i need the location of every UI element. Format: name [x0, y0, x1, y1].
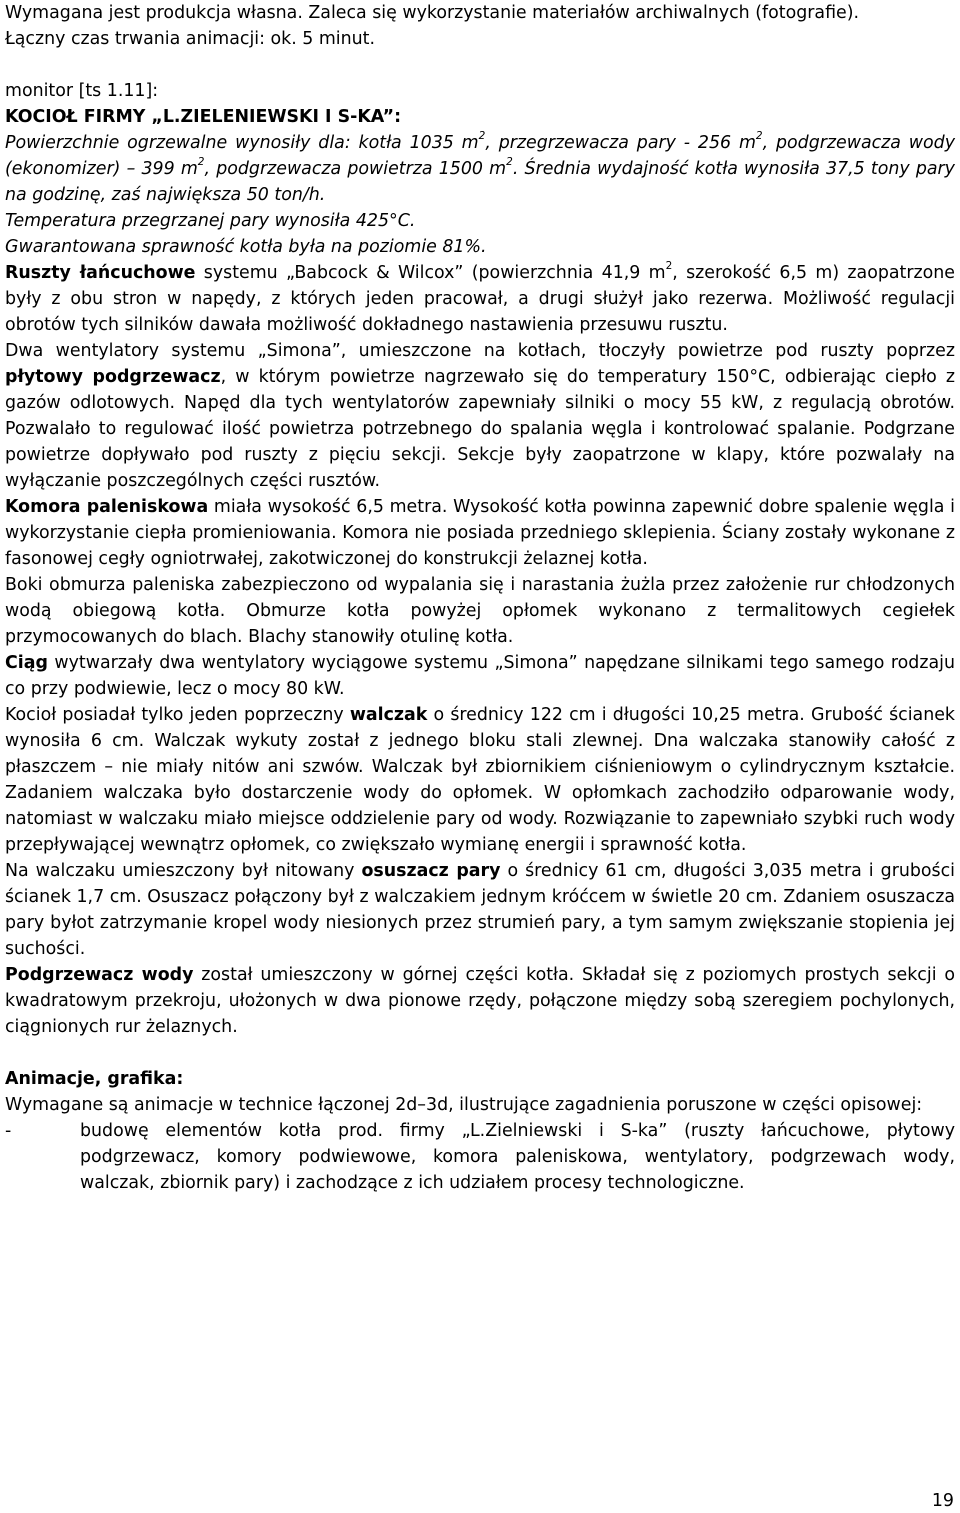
bold-term: Ruszty łańcuchowe [5, 263, 196, 283]
text-span: Kocioł posiadał tylko jeden poprzeczny [5, 705, 350, 725]
bold-term: Ciąg [5, 653, 48, 673]
podgrzewacz-paragraph [5, 962, 955, 1040]
intro-line-1: Wymagana jest produkcja własna. Zaleca się wykorzystanie materiałów archiwalnych (fotografie). [5, 3, 860, 23]
text-span: , podgrzewacza powietrza 1500 m [204, 159, 507, 179]
list-item-text: budowę elementów kotła prod. firmy „L.Zielniewski i S-ka” (ruszty łańcuchowe, płytowy podgrzewacz, komory podwiewowe, komora paleniskowa, wentylatory, podgrzewach wody, walczak, zbiornik pary) i zachodzące z ich udziałem procesy technologiczne. [80, 1121, 955, 1193]
wentylatory-paragraph [5, 338, 955, 494]
page-number: 19 [931, 1491, 954, 1511]
bold-term: Komora paleniskowa [5, 497, 209, 517]
intro-line-2: Łączny czas trwania animacji: ok. 5 minut. [5, 29, 376, 49]
text-span: o średnicy 61 cm, długości 3,035 metra i grubości ścianek 1,7 cm. Osuszacz połączony był z walczakiem jednym króćcem w świetle 20 cm. Zdaniem osuszacza pary byłot zatrzymanie kropel wody niesionych przez strumień pary, a tym samym zwiększanie stopienia jej suchości. [5, 861, 956, 959]
superscript: 2 [506, 156, 513, 169]
superscript: 2 [478, 130, 486, 143]
ciag-paragraph [5, 650, 955, 702]
steam-temperature: Temperatura przegrzanej pary wynosiła 425°C. [5, 211, 416, 231]
text-span: , w którym powietrze nagrzewało się do temperatury 150°C, odbierając ciepło z gazów odlotowych. Napęd dla tych wentylatorów zapewniały silniki o mocy 55 kW, z regulacją obrotów. Pozwalało to regulować ilość powietrza potrzebnego do spalania węgla i kontrolować spalanie. Podgrzane powietrze dopływało pod ruszty z pięciu sekcji. Sekcje były zaopatrzone w klapy, które pozwalały na wyłączanie poszczególnych części rusztów. [5, 367, 956, 491]
text-span: wytwarzały dwa wentylatory wyciągowe systemu „Simona” napędzane silnikami tego samego rodzaju co przy podwiewie, lecz o mocy 80 kW. [5, 653, 955, 699]
text-span: . Średnia wydajność kotła wynosiła 37,5 tony pary na godzinę, zaś największa 50 ton/h. [5, 159, 955, 205]
text-span: systemu „Babcock & Wilcox” (powierzchnia 41,9 m [195, 263, 666, 283]
superscript: 2 [665, 260, 673, 273]
bold-term: Podgrzewacz wody [5, 965, 194, 985]
text-span: Powierzchnie ogrzewalne wynosiły dla: kotła 1035 m [5, 133, 479, 153]
text-span: miała wysokość 6,5 metra. Wysokość kotła powinna zapewnić dobre spalenie węgla i wykorzystanie ciepła promieniowania. Komora nie posiada przedniego sklepienia. Ściany zostały wykonane z fasonowej cegły ogniotrwałej, zakotwiczonej do konstrukcji żelaznej kotła. [5, 497, 955, 569]
section-heading [5, 104, 955, 130]
superscript: 2 [197, 156, 205, 169]
text-span: Dwa wentylatory systemu „Simona”, umieszczone na kotłach, tłoczyły powietrze pod ruszty poprzez [5, 341, 955, 361]
animations-list [5, 1118, 955, 1196]
animations-heading [5, 1066, 955, 1092]
text-span: o średnicy 122 cm i długości 10,25 metra. Grubość ścianek wynosiła 6 cm. Walczak wykuty został z jednego bloku stali zlewnej. Dna walczaka stanowiły całość z płaszczem – nie miały nitów ani szwów. Walczak był zbiornikiem ciśnieniowym o cylindrycznym kształcie. Zadaniem walczaka było dostarczenie wody do opłomek. W opłomkach zachodziło odparowanie wody, natomiast w walczaku miało miejsce oddzielenie pary od wody. Rozwiązanie to zapewniało szybki ruch wody przepływającej wewnątrz opłomek, co zwiększało wymianę energii i sprawność kotła. [5, 705, 955, 855]
boiler-efficiency: Gwarantowana sprawność kotła była na poziomie 81%. [5, 237, 487, 257]
ruszty-paragraph [5, 260, 955, 338]
intro-requirement [5, 0, 955, 52]
text-span: , szerokość 6,5 m) zaopatrzone były z obu stron w napędy, z których jeden pracował, a drugi służył jako rezerwa. Możliwość regulacji obrotów tych silników dawała możliwość dokładnego nastawienia przesuwu rusztu. [5, 263, 955, 335]
heading-text: Animacje, grafika: [5, 1069, 184, 1089]
bold-term: płytowy podgrzewacz [5, 367, 221, 387]
bold-term: walczak [349, 705, 428, 725]
osuszacz-paragraph [5, 858, 955, 962]
spacer [5, 52, 955, 78]
text-span: został umieszczony w górnej części kotła. Składał się z poziomych prostych sekcji o kwadratowym przekroju, ułożonych w dwa pionowe rzędy, połączone między sobą szeregiem pochylonych, ciągnionych rur żelaznych. [5, 965, 955, 1037]
text-span: Na walczaku umieszczony był nitowany [5, 861, 362, 881]
superscript: 2 [755, 130, 763, 143]
boki-paragraph: Boki obmurza paleniska zabezpieczono od wypalania się i narastania żużla przez założenie rur chłodzonych wodą obiegową kotła. Obmurze kotła powyżej opłomek wykonano z termalitowych cegiełek przymocowanych do blach. Blachy stanowiły otulinę kotła. [5, 575, 955, 647]
document-page [5, 0, 955, 1196]
text-span: , przegrzewacza pary - 256 m [485, 133, 756, 153]
monitor-reference: monitor [ts 1.11]: [5, 81, 159, 101]
bold-term: osuszacz pary [361, 861, 501, 881]
komora-paragraph [5, 494, 955, 572]
dash-bullet: - [5, 1121, 12, 1141]
list-item [5, 1118, 955, 1196]
animations-intro: Wymagane są animacje w technice łączonej 2d–3d, ilustrujące zagadnienia poruszone w części opisowej: [5, 1095, 923, 1115]
spacer [5, 1040, 955, 1066]
heating-surfaces-paragraph [5, 130, 955, 208]
text-span: , podgrzewacza wody (ekonomizer) – 399 m [5, 133, 955, 179]
walczak-paragraph [5, 702, 955, 858]
heading-text: KOCIOŁ FIRMY „L.ZIELENIEWSKI I S-KA”: [5, 107, 402, 127]
